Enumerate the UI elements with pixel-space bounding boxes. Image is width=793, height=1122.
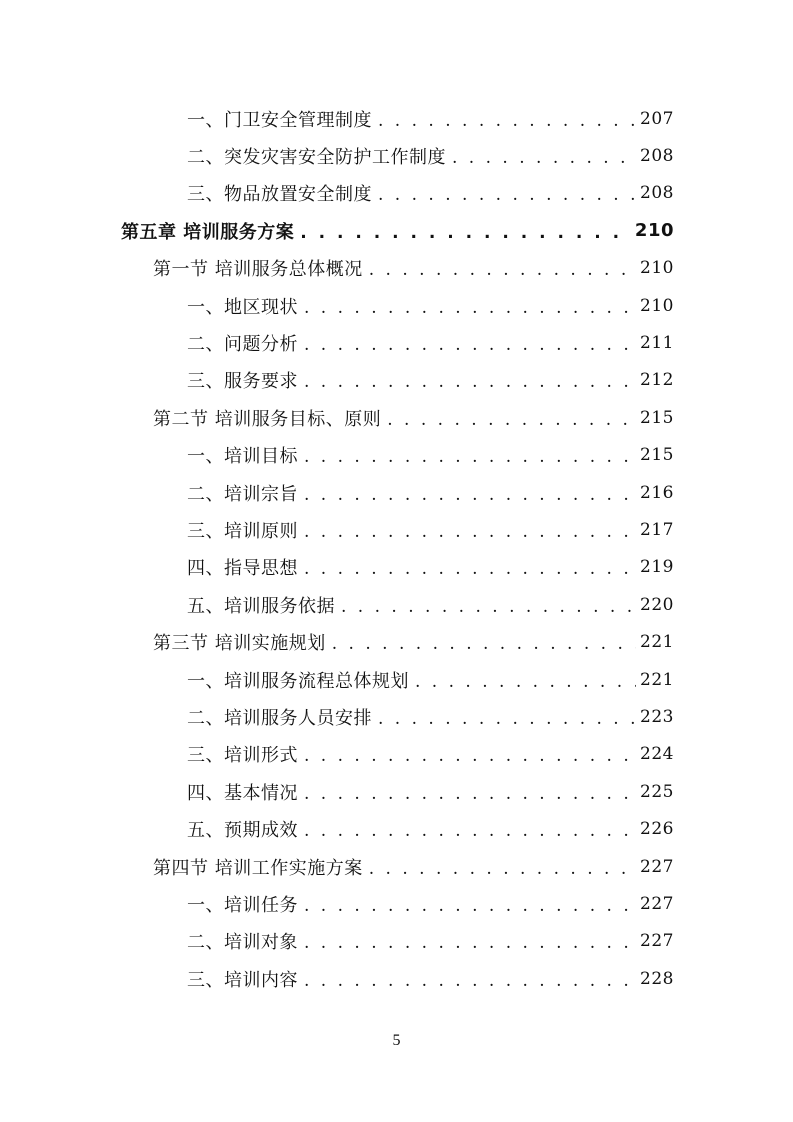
toc-entry-page: 227 <box>640 931 674 952</box>
toc-entry-page: 227 <box>640 893 674 914</box>
toc-entry-page: 215 <box>640 445 674 466</box>
toc-entry-page: 221 <box>640 632 674 653</box>
toc-entry-item <box>0 923 793 960</box>
toc-entry-title: 一、培训任务 <box>187 894 298 916</box>
toc-entry-title: 三、培训内容 <box>187 969 298 991</box>
toc-entry-title: 一、地区现状 <box>187 296 298 318</box>
toc-entry-section <box>0 250 793 287</box>
toc-entry-item <box>0 511 793 548</box>
dot-leader <box>369 260 636 280</box>
dot-leader <box>304 784 636 804</box>
dot-leader <box>304 821 636 841</box>
dot-leader <box>341 597 636 617</box>
toc-entry-item <box>0 549 793 586</box>
dot-leader <box>378 709 636 729</box>
toc-entry-item <box>0 474 793 511</box>
toc-entry-page: 226 <box>640 819 674 840</box>
dot-leader <box>304 485 636 505</box>
toc-entry-title: 第五章 培训服务方案 <box>121 221 295 243</box>
toc-entry-page: 207 <box>640 108 674 129</box>
toc-entry-item <box>0 437 793 474</box>
page-number: 5 <box>392 1032 401 1049</box>
toc-entry-item <box>0 810 793 847</box>
toc-entry-title: 一、门卫安全管理制度 <box>187 109 372 131</box>
toc-entry-title: 二、突发灾害安全防护工作制度 <box>187 147 446 169</box>
toc-entry-item <box>0 362 793 399</box>
toc-entry-item <box>0 175 793 212</box>
toc-entry-title: 三、培训形式 <box>187 745 298 767</box>
dot-leader <box>452 148 636 168</box>
toc-entry-page: 215 <box>640 407 674 428</box>
toc-entry-item <box>0 885 793 922</box>
dot-leader <box>304 335 636 355</box>
dot-leader <box>304 933 636 953</box>
toc-entry-title: 二、培训对象 <box>187 932 298 954</box>
toc-entry-item <box>0 661 793 698</box>
toc-entry-title: 第三节 培训实施规划 <box>153 633 326 655</box>
toc-entry-page: 217 <box>640 519 674 540</box>
dot-leader <box>304 298 636 318</box>
toc-entry-title: 二、培训宗旨 <box>187 483 298 505</box>
toc-entry-chapter <box>0 212 793 249</box>
dot-leader <box>304 971 636 991</box>
dot-leader <box>415 672 636 692</box>
dot-leader <box>300 223 631 243</box>
toc-entry-title: 一、培训目标 <box>187 446 298 468</box>
toc-entry-section <box>0 623 793 660</box>
toc-entry-item <box>0 773 793 810</box>
toc-entry-title: 一、培训服务流程总体规划 <box>187 670 409 692</box>
dot-leader <box>304 372 636 392</box>
toc-entry-item <box>0 586 793 623</box>
toc-entry-title: 第四节 培训工作实施方案 <box>153 857 363 879</box>
table-of-contents <box>0 100 793 997</box>
dot-leader <box>387 410 636 430</box>
toc-entry-page: 223 <box>640 706 674 727</box>
dot-leader <box>304 896 636 916</box>
toc-entry-page: 221 <box>640 669 674 690</box>
toc-entry-page: 216 <box>640 482 674 503</box>
toc-entry-title: 五、培训服务依据 <box>187 595 335 617</box>
dot-leader <box>378 111 636 131</box>
toc-entry-page: 220 <box>640 594 674 615</box>
toc-entry-page: 225 <box>640 781 674 802</box>
toc-entry-page: 208 <box>640 183 674 204</box>
toc-entry-page: 211 <box>640 333 674 354</box>
toc-entry-title: 二、问题分析 <box>187 334 298 356</box>
toc-entry-title: 二、培训服务人员安排 <box>187 707 372 729</box>
toc-entry-title: 第一节 培训服务总体概况 <box>153 259 363 281</box>
toc-entry-title: 三、服务要求 <box>187 371 298 393</box>
toc-entry-item <box>0 324 793 361</box>
dot-leader <box>304 559 636 579</box>
toc-entry-title: 五、预期成效 <box>187 820 298 842</box>
toc-entry-page: 219 <box>640 557 674 578</box>
dot-leader <box>332 634 636 654</box>
toc-entry-page: 212 <box>640 370 674 391</box>
dot-leader <box>304 447 636 467</box>
dot-leader <box>369 859 636 879</box>
dot-leader <box>378 185 636 205</box>
toc-entry-item <box>0 100 793 137</box>
toc-entry-page: 228 <box>640 968 674 989</box>
dot-leader <box>304 522 636 542</box>
toc-entry-title: 第二节 培训服务目标、原则 <box>153 408 382 430</box>
toc-entry-item <box>0 698 793 735</box>
toc-entry-page: 210 <box>640 295 674 316</box>
toc-entry-title: 三、物品放置安全制度 <box>187 184 372 206</box>
toc-entry-page: 208 <box>640 146 674 167</box>
toc-entry-item <box>0 960 793 997</box>
toc-entry-page: 227 <box>640 856 674 877</box>
toc-entry-item <box>0 287 793 324</box>
toc-entry-title: 三、培训原则 <box>187 520 298 542</box>
dot-leader <box>304 746 636 766</box>
toc-entry-page: 210 <box>634 220 674 242</box>
toc-entry-item <box>0 736 793 773</box>
toc-entry-item <box>0 137 793 174</box>
toc-entry-page: 224 <box>640 744 674 765</box>
toc-entry-section <box>0 848 793 885</box>
toc-entry-title: 四、指导思想 <box>187 558 298 580</box>
toc-entry-page: 210 <box>640 258 674 279</box>
toc-entry-section <box>0 399 793 436</box>
toc-entry-title: 四、基本情况 <box>187 782 298 804</box>
